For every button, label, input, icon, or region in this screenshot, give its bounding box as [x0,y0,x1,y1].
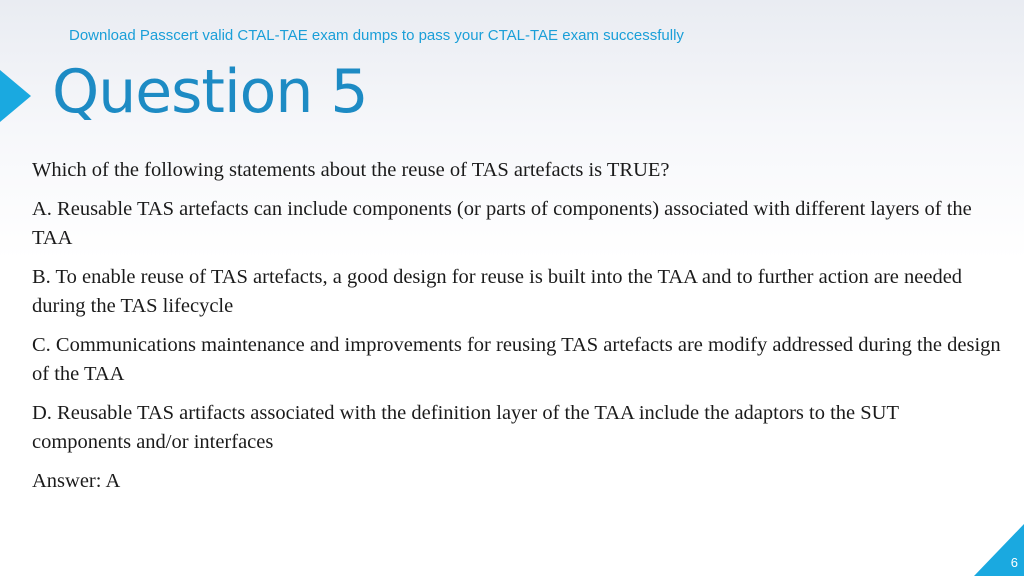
slide-title: Question 5 [52,57,368,127]
answer-line: Answer: A [32,470,121,492]
question-stem: Which of the following statements about the reuse of TAS artefacts is TRUE? [32,159,670,181]
page-number: 6 [1010,555,1018,570]
option-d: D. Reusable TAS artifacts associated with the definition layer of the TAA include the adaptors to the SUT components and/or interfaces [32,402,899,453]
title-arrow-marker [0,70,31,122]
promo-banner: Download Passcert valid CTAL-TAE exam dumps to pass your CTAL-TAE exam successfully [69,27,684,44]
option-a: A. Reusable TAS artefacts can include components (or parts of components) associated with different layers of the TAA [32,198,972,249]
question-content [32,156,1002,506]
option-c: C. Communications maintenance and improvements for reusing TAS artefacts are modify addressed during the design of the TAA [32,334,1001,385]
option-b: B. To enable reuse of TAS artefacts, a good design for reuse is built into the TAA and to further action are needed during the TAS lifecycle [32,266,963,317]
